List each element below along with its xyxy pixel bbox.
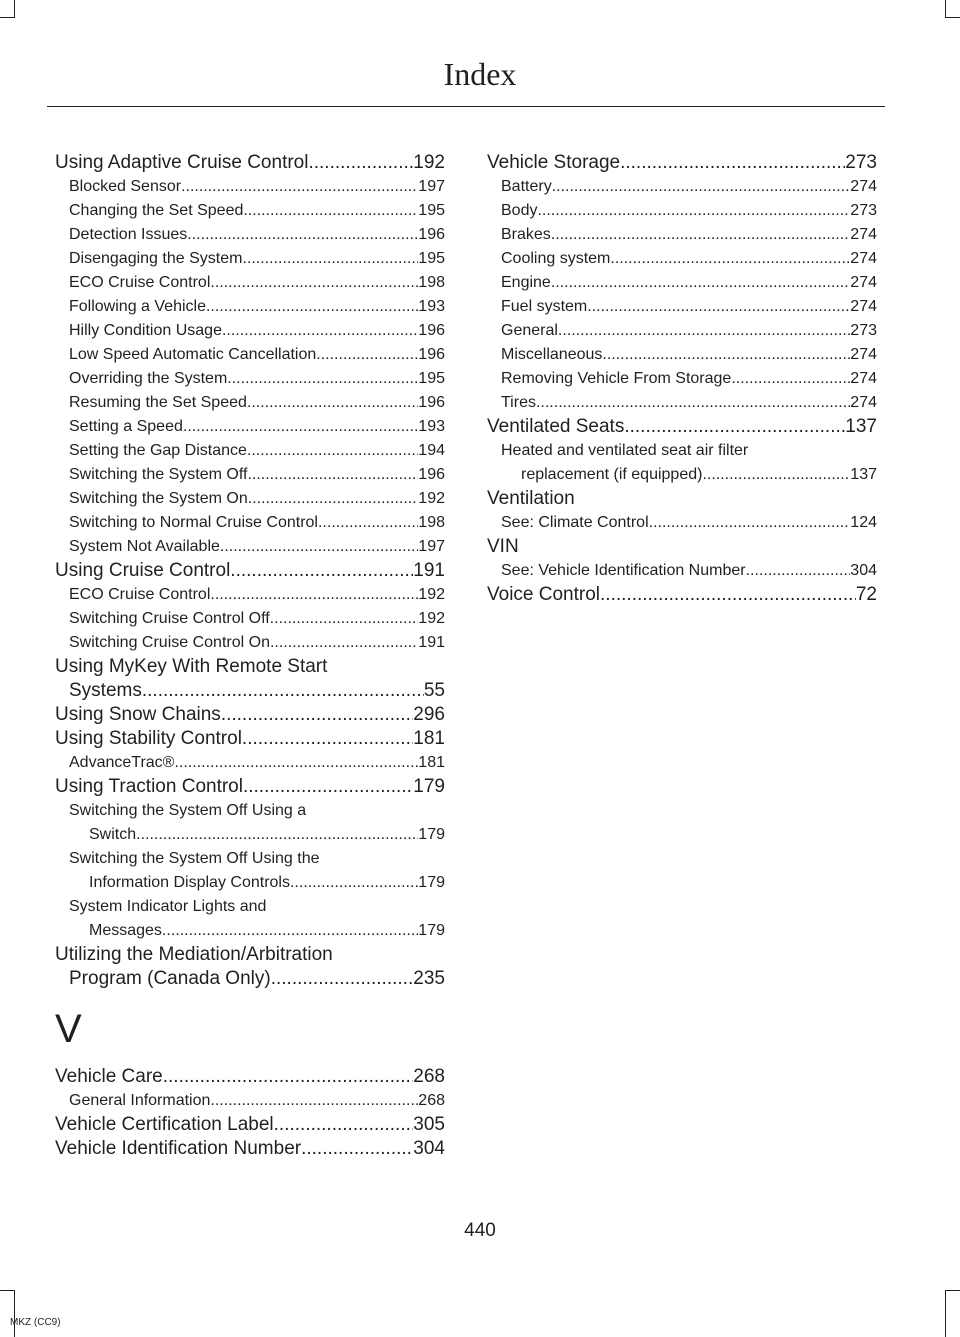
entry-text: Vehicle Identification Number [55,1138,302,1159]
leader-dots [210,1089,418,1113]
index-subentry [55,391,445,415]
index-entry [55,679,445,703]
index-entry [487,415,877,439]
index-entry-line1: System Indicator Lights and [69,898,267,915]
leader-dots [316,343,418,367]
index-subentry [55,751,445,775]
entry-text: System Not Available [69,538,220,555]
leader-dots [243,775,413,799]
entry-page: 304 [413,1138,445,1159]
leader-dots [731,367,850,391]
leader-dots [230,559,413,583]
index-subentry [487,271,877,295]
leader-dots [222,319,418,343]
crop-mark [0,17,15,18]
entry-page: 192 [418,610,445,627]
index-subentry [487,319,877,343]
leader-dots [551,223,851,247]
leader-dots [551,271,850,295]
entry-page: 268 [418,1092,445,1109]
entry-page: 274 [850,178,877,195]
index-heading: Ventilation [487,488,575,509]
entry-text: Overriding the System [69,370,228,387]
entry-text: Switching to Normal Cruise Control [69,514,318,531]
entry-page: 181 [413,728,445,749]
index-subentry [55,343,445,367]
index-subentry [55,247,445,271]
entry-page: 196 [418,226,445,243]
leader-dots [587,295,850,319]
entry-page: 197 [418,178,445,195]
leader-dots [136,823,418,847]
leader-dots [247,391,418,415]
entry-page: 195 [418,202,445,219]
leader-dots [163,1065,414,1089]
entry-page: 274 [850,346,877,363]
entry-text: Following a Vehicle [69,298,206,315]
entry-page: 179 [418,874,445,891]
index-subentry [55,1089,445,1113]
index-entry-line1: Switching the System Off Using the [69,850,320,867]
leader-dots [210,583,418,607]
index-entry-line1: Using MyKey With Remote Start [55,656,328,677]
entry-page: 273 [850,322,877,339]
entry-text: Blocked Sensor [69,178,182,195]
leader-dots [174,751,418,775]
index-subentry [487,391,877,415]
entry-page: 196 [418,346,445,363]
leader-dots [602,343,850,367]
leader-dots [227,367,418,391]
index-subentry [487,511,877,535]
entry-page: 305 [413,1114,445,1135]
entry-text: Tires [501,394,536,411]
entry-page: 274 [850,394,877,411]
entry-page: 274 [850,298,877,315]
index-subentry [55,919,445,943]
leader-dots [242,247,418,271]
leader-dots [183,415,418,439]
index-column-right [487,151,877,607]
leader-dots [187,223,418,247]
entry-text: Program (Canada Only) [69,968,271,989]
leader-dots [301,1137,413,1161]
entry-page: 179 [418,922,445,939]
entry-text: Using Cruise Control [55,560,231,581]
crop-mark [945,17,960,18]
leader-dots [270,607,419,631]
index-subentry [487,295,877,319]
index-subentry [487,463,877,487]
index-entry-line1: Utilizing the Mediation/Arbitration [55,944,333,965]
index-subentry [487,247,877,271]
index-entry [55,151,445,175]
leader-dots [290,871,418,895]
entry-text: Switching Cruise Control On [69,634,270,651]
entry-page: 304 [850,562,877,579]
entry-text: AdvanceTrac® [69,754,175,771]
leader-dots [552,175,851,199]
entry-text: Miscellaneous [501,346,603,363]
entry-page: 193 [418,418,445,435]
entry-page: 192 [418,490,445,507]
entry-page: 191 [418,634,445,651]
index-column-left [55,151,445,1161]
index-subentry [487,175,877,199]
leader-dots [220,535,418,559]
entry-page: 198 [418,274,445,291]
entry-text: Body [501,202,538,219]
index-subentry [487,223,877,247]
index-subentry [55,511,445,535]
page-number: 440 [464,1220,496,1241]
section-letter: V [55,1007,82,1051]
index-entry [55,703,445,727]
index-subentry [55,175,445,199]
index-subentry [487,199,877,223]
index-subentry [55,415,445,439]
index-subentry [487,343,877,367]
leader-dots [271,967,414,991]
leader-dots [270,631,418,655]
entry-text: Switching the System On [69,490,248,507]
leader-dots [242,727,413,751]
index-entry [55,559,445,583]
entry-text: Setting the Gap Distance [69,442,247,459]
leader-dots [248,487,419,511]
entry-page: 235 [413,968,445,989]
entry-text: Switching the System Off [69,466,248,483]
entry-page: 274 [850,250,877,267]
index-heading: VIN [487,536,519,557]
leader-dots [206,295,418,319]
crop-mark [945,0,946,18]
leader-dots [702,463,850,487]
entry-page: 196 [418,466,445,483]
index-subentry [55,367,445,391]
entry-text: Resuming the Set Speed [69,394,247,411]
entry-text: Cooling system [501,250,611,267]
entry-page: 192 [418,586,445,603]
index-entry [55,1113,445,1137]
index-subentry [55,319,445,343]
entry-page: 273 [850,202,877,219]
entry-text: See: Climate Control [501,514,649,531]
crop-mark [945,1290,946,1337]
entry-text: Switch [89,826,137,843]
crop-mark [14,0,15,18]
entry-text: Systems [69,680,142,701]
entry-text: See: Vehicle Identification Number [501,562,746,579]
entry-page: 191 [413,560,445,581]
leader-dots [308,151,413,175]
index-subentry [55,271,445,295]
leader-dots [318,511,418,535]
index-subentry [55,871,445,895]
entry-page: 179 [413,776,445,797]
entry-text: Engine [501,274,551,291]
index-subentry [55,631,445,655]
entry-text: Removing Vehicle From Storage [501,370,732,387]
entry-text: General [501,322,558,339]
leader-dots [558,319,850,343]
entry-text: Brakes [501,226,551,243]
crop-mark [945,1290,960,1291]
entry-text: Fuel system [501,298,588,315]
entry-text: Using Traction Control [55,776,243,797]
entry-text: Disengaging the System [69,250,243,267]
entry-text: Changing the Set Speed [69,202,244,219]
index-subentry [55,823,445,847]
entry-page: 273 [845,152,877,173]
leader-dots [624,415,845,439]
index-subentry [55,199,445,223]
entry-page: 198 [418,514,445,531]
index-entry [55,967,445,991]
index-subentry [55,295,445,319]
entry-text: Low Speed Automatic Cancellation [69,346,317,363]
index-subentry [487,367,877,391]
index-entry [55,1065,445,1089]
entry-text: Battery [501,178,552,195]
crop-mark [14,1290,15,1337]
entry-page: 179 [418,826,445,843]
crop-mark [0,1290,15,1291]
entry-text: Setting a Speed [69,418,183,435]
entry-page: 274 [850,226,877,243]
leader-dots [620,151,845,175]
entry-page: 55 [423,680,445,701]
entry-text: General Information [69,1092,211,1109]
entry-text: Switching Cruise Control Off [69,610,270,627]
entry-text: Vehicle Certification Label [55,1114,274,1135]
entry-page: 137 [845,416,877,437]
index-subentry [55,487,445,511]
leader-dots [221,703,413,727]
entry-page: 72 [855,584,877,605]
index-entry-line1: Heated and ventilated seat air filter [501,442,749,459]
entry-page: 194 [418,442,445,459]
header-rule [47,106,885,107]
leader-dots [274,1113,414,1137]
page-title: Index [443,56,517,92]
entry-text: Using Adaptive Cruise Control [55,152,309,173]
entry-text: Using Stability Control [55,728,242,749]
leader-dots [649,511,851,535]
entry-text: Ventilated Seats [487,416,625,437]
entry-text: Using Snow Chains [55,704,221,725]
index-entry [55,1137,445,1161]
index-subentry [55,583,445,607]
entry-text: ECO Cruise Control [69,586,211,603]
entry-page: 137 [850,466,877,483]
entry-page: 196 [418,322,445,339]
entry-text: Detection Issues [69,226,188,243]
index-entry-line1: Switching the System Off Using a [69,802,307,819]
entry-page: 181 [418,754,445,771]
entry-page: 274 [850,370,877,387]
entry-text: Vehicle Care [55,1066,163,1087]
entry-page: 193 [418,298,445,315]
entry-text: Information Display Controls [89,874,290,891]
entry-page: 197 [418,538,445,555]
index-subentry [55,607,445,631]
leader-dots [181,175,418,199]
index-entry [487,151,877,175]
entry-text: Hilly Condition Usage [69,322,222,339]
model-code: MKZ (CC9) [10,1317,61,1328]
index-subentry [55,439,445,463]
entry-page: 196 [418,394,445,411]
entry-text: Messages [89,922,162,939]
entry-text: Voice Control [487,584,601,605]
entry-page: 195 [418,370,445,387]
leader-dots [537,199,850,223]
leader-dots [600,583,856,607]
entry-page: 274 [850,274,877,291]
leader-dots [247,439,418,463]
index-subentry [55,223,445,247]
entry-page: 296 [413,704,445,725]
index-subentry [55,535,445,559]
entry-text: replacement (if equipped) [521,466,703,483]
leader-dots [536,391,850,415]
entry-text: ECO Cruise Control [69,274,211,291]
index-entry [55,727,445,751]
leader-dots [247,463,418,487]
leader-dots [210,271,418,295]
leader-dots [610,247,850,271]
leader-dots [243,199,418,223]
leader-dots [162,919,418,943]
entry-page: 195 [418,250,445,267]
index-entry [55,775,445,799]
leader-dots [746,559,851,583]
index-entry [487,583,877,607]
entry-page: 192 [413,152,445,173]
entry-page: 124 [850,514,877,531]
index-subentry [487,559,877,583]
index-subentry [55,463,445,487]
leader-dots [142,679,424,703]
entry-page: 268 [413,1066,445,1087]
entry-text: Vehicle Storage [487,152,621,173]
